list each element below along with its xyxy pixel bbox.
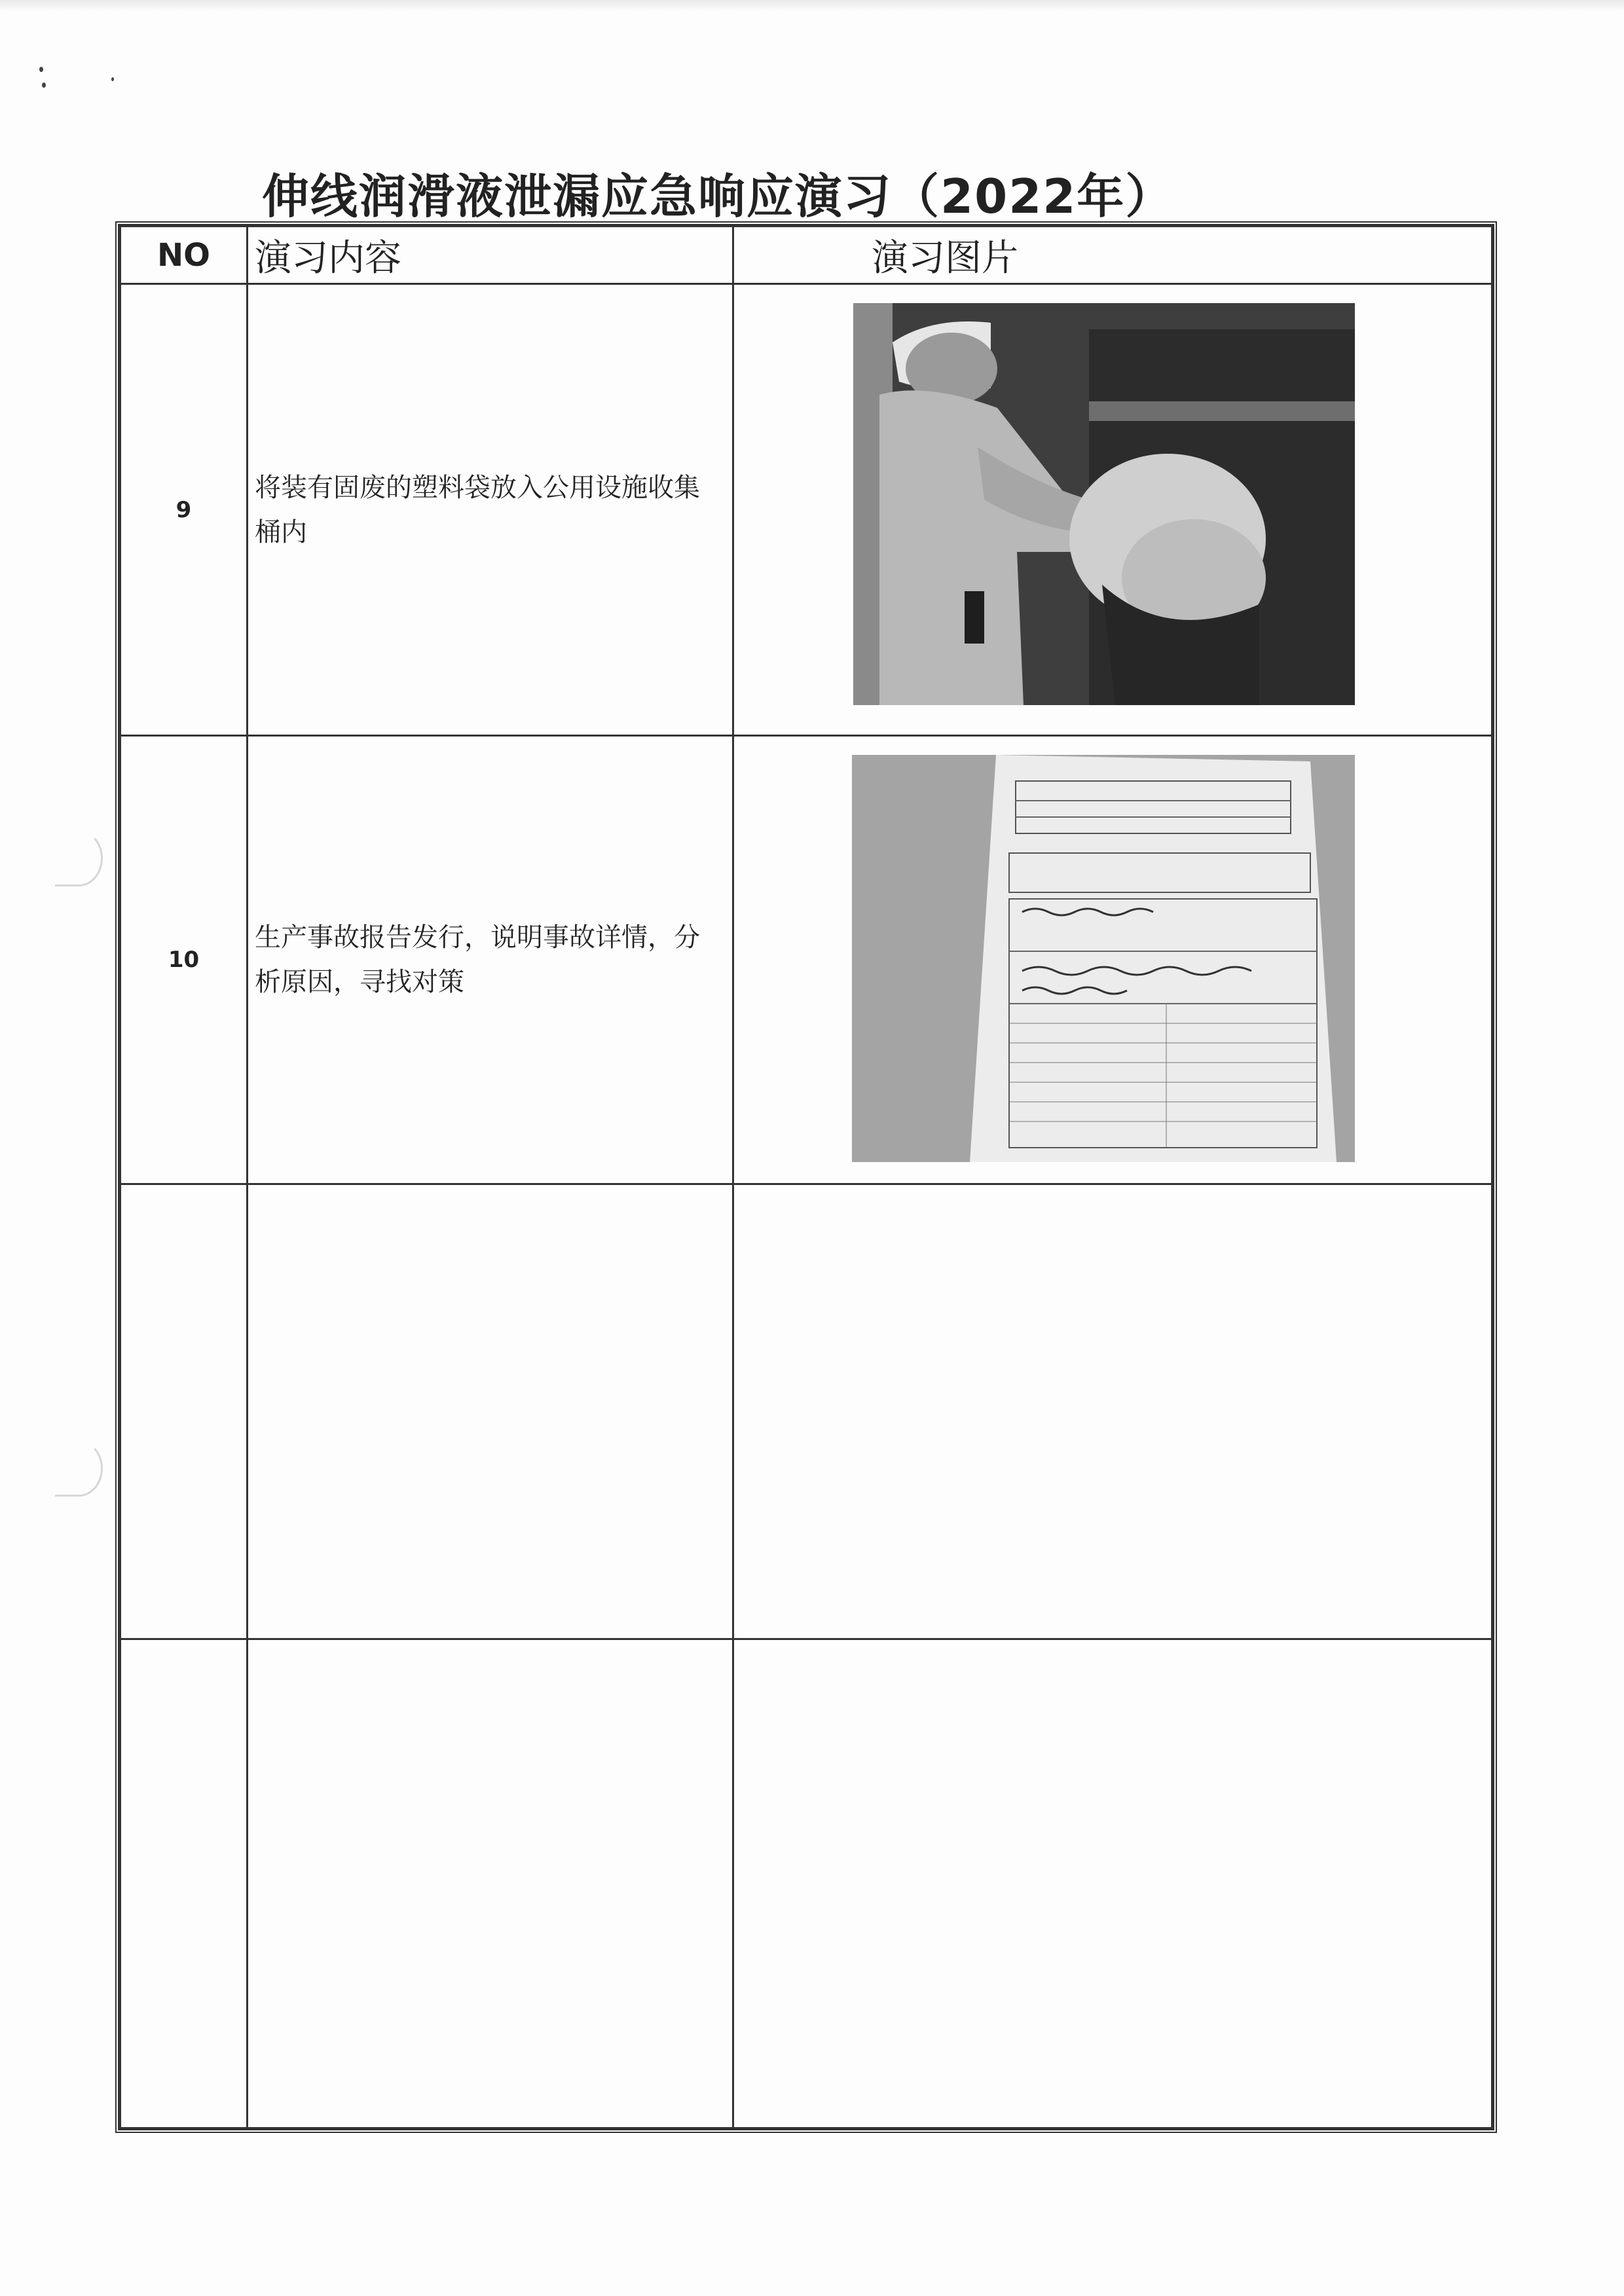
document-title: 伸线润滑液泄漏应急响应演习（2022年） [262, 169, 1174, 224]
worker-disposing-waste-photo [853, 303, 1355, 705]
photo-graphic [852, 755, 1355, 1162]
photo-graphic [853, 303, 1355, 705]
table-row [120, 736, 1492, 1184]
table-row [120, 284, 1492, 736]
punch-hole-mark [55, 830, 103, 886]
row-content: 将装有固废的塑料袋放入公用设施收集桶内 [248, 284, 733, 736]
punch-hole-mark [55, 1440, 103, 1497]
drill-record-table [115, 221, 1497, 2133]
header-no: NO [120, 227, 248, 284]
row-photo-cell [733, 1639, 1492, 2128]
accident-report-form-photo [852, 755, 1355, 1162]
table-row [120, 1639, 1492, 2128]
row-number [120, 1184, 248, 1639]
table-grid [119, 225, 1493, 2129]
scan-speck [111, 77, 114, 81]
table-row [120, 1184, 1492, 1639]
table-header-row [120, 227, 1492, 284]
header-photo: 演习图片 [733, 227, 1492, 284]
row-photo-cell [733, 284, 1492, 736]
scan-edge-shadow [0, 0, 1624, 12]
scan-speck [42, 82, 46, 88]
row-photo-cell [733, 1184, 1492, 1639]
row-number: 10 [120, 736, 248, 1184]
row-number [120, 1639, 248, 2128]
row-content: 生产事故报告发行，说明事故详情，分析原因，寻找对策 [248, 736, 733, 1184]
header-content: 演习内容 [248, 227, 733, 284]
row-content [248, 1639, 733, 2128]
row-number: 9 [120, 284, 248, 736]
scan-speck [39, 67, 43, 72]
row-content [248, 1184, 733, 1639]
row-photo-cell [733, 736, 1492, 1184]
